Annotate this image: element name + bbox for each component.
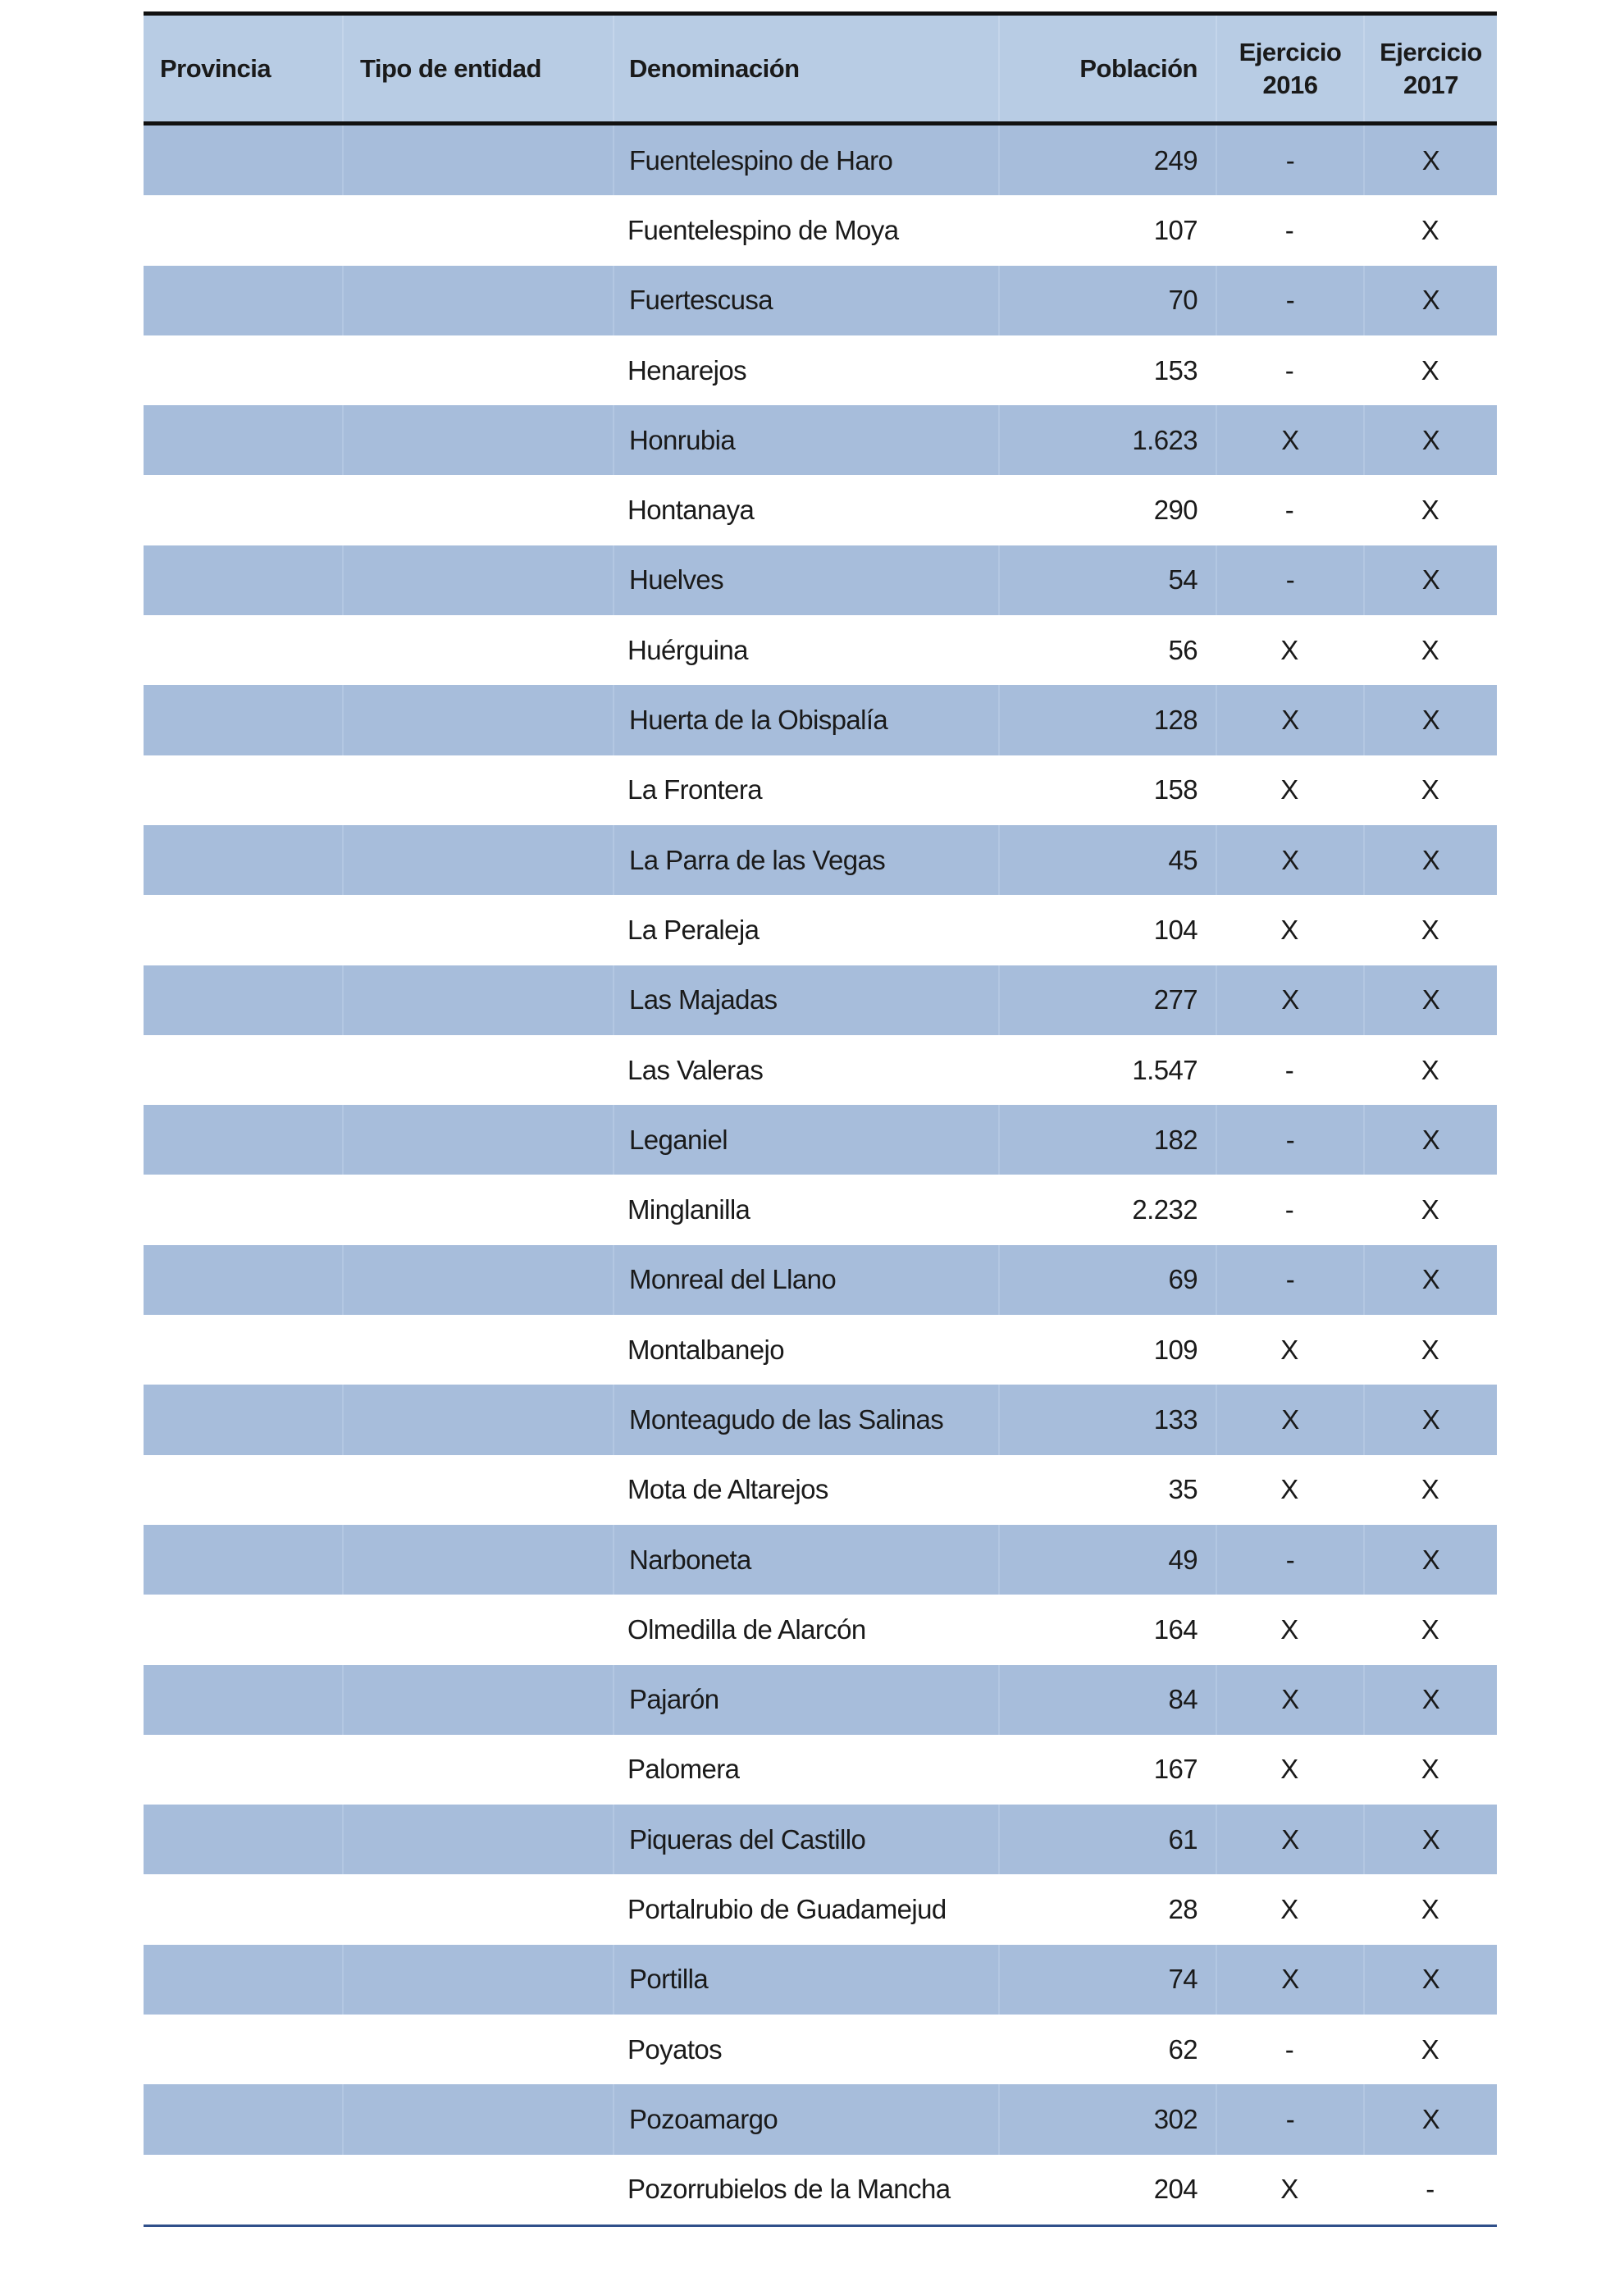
cell-poblacion: 49 — [998, 1525, 1216, 1595]
cell-denominacion: Narboneta — [613, 1525, 998, 1595]
cell-poblacion: 164 — [1153, 1613, 1197, 1645]
cell-ejercicio-2016: X — [1216, 685, 1363, 755]
table-row — [144, 1175, 1497, 1244]
cell-tipo-entidad — [342, 1735, 613, 1805]
cell-denominacion: Portilla — [613, 1945, 998, 2015]
cell-poblacion: 290 — [1153, 495, 1197, 526]
cell-denominacion: Piqueras del Castillo — [613, 1805, 998, 1874]
cell-poblacion: 153 — [1153, 354, 1197, 386]
table-row — [144, 1874, 1497, 1944]
cell-ejercicio-2016: X — [1216, 1945, 1363, 2015]
table-row — [144, 615, 1497, 685]
cell-ejercicio-2016: - — [1284, 354, 1294, 386]
cell-provincia — [144, 2155, 342, 2225]
cell-ejercicio-2016: X — [1280, 914, 1298, 945]
cell-provincia — [144, 965, 342, 1035]
cell-denominacion: Leganiel — [613, 1105, 998, 1175]
cell-denominacion: Mota de Altarejos — [627, 1474, 828, 1505]
cell-provincia — [144, 1595, 342, 1664]
table-row — [144, 825, 1497, 895]
table-row — [144, 2015, 1497, 2084]
header-ejercicio-2017-line2: 2017 — [1403, 70, 1458, 99]
cell-denominacion: Portalrubio de Guadamejud — [627, 1894, 947, 1925]
cell-poblacion: 204 — [1153, 2174, 1197, 2205]
cell-poblacion: 107 — [1153, 214, 1197, 245]
cell-provincia — [144, 1455, 342, 1525]
cell-provincia — [144, 1245, 342, 1315]
table-row — [144, 1455, 1497, 1525]
cell-ejercicio-2016: X — [1216, 825, 1363, 895]
cell-denominacion: Monreal del Llano — [613, 1245, 998, 1315]
cell-tipo-entidad — [342, 685, 613, 755]
cell-poblacion: 249 — [998, 125, 1216, 195]
header-ejercicio-2017 — [1363, 16, 1497, 121]
cell-poblacion: 62 — [1168, 2033, 1197, 2065]
cell-denominacion: La Peraleja — [627, 914, 760, 945]
cell-ejercicio-2016: X — [1280, 1894, 1298, 1925]
cell-denominacion: Olmedilla de Alarcón — [627, 1613, 866, 1645]
cell-poblacion: 70 — [998, 266, 1216, 335]
cell-ejercicio-2017: - — [1426, 2174, 1435, 2205]
table-row — [144, 266, 1497, 335]
cell-poblacion: 158 — [1153, 774, 1197, 805]
cell-ejercicio-2017: X — [1363, 266, 1497, 335]
cell-tipo-entidad — [342, 2084, 613, 2154]
cell-poblacion: 133 — [998, 1385, 1216, 1454]
cell-poblacion: 45 — [998, 825, 1216, 895]
cell-ejercicio-2016: X — [1216, 1385, 1363, 1454]
cell-poblacion: 1.623 — [998, 405, 1216, 475]
cell-tipo-entidad — [342, 1665, 613, 1735]
table-row — [144, 1735, 1497, 1805]
cell-tipo-entidad — [342, 335, 613, 405]
cell-ejercicio-2016: - — [1216, 266, 1363, 335]
cell-ejercicio-2017: X — [1363, 545, 1497, 615]
cell-denominacion: Huelves — [613, 545, 998, 615]
cell-ejercicio-2016: - — [1216, 125, 1363, 195]
cell-tipo-entidad — [342, 125, 613, 195]
cell-ejercicio-2016: - — [1216, 1525, 1363, 1595]
table-row — [144, 2084, 1497, 2154]
cell-poblacion: 2.232 — [1132, 1194, 1197, 1225]
cell-provincia — [144, 1525, 342, 1595]
cell-tipo-entidad — [342, 1105, 613, 1175]
cell-ejercicio-2017: X — [1421, 1334, 1439, 1365]
cell-ejercicio-2017: X — [1363, 1525, 1497, 1595]
table-row — [144, 475, 1497, 545]
cell-ejercicio-2016: X — [1280, 1613, 1298, 1645]
cell-ejercicio-2016: X — [1280, 634, 1298, 665]
table-row — [144, 895, 1497, 965]
table-row — [144, 1805, 1497, 1874]
cell-tipo-entidad — [342, 1385, 613, 1454]
cell-tipo-entidad — [342, 1805, 613, 1874]
cell-ejercicio-2017: X — [1363, 2084, 1497, 2154]
cell-provincia — [144, 266, 342, 335]
header-ejercicio-2016-line1: Ejercicio — [1239, 37, 1342, 66]
cell-provincia — [144, 1805, 342, 1874]
cell-poblacion: 104 — [1153, 914, 1197, 945]
header-ejercicio-2016 — [1216, 16, 1363, 121]
cell-poblacion: 277 — [998, 965, 1216, 1035]
cell-provincia — [144, 475, 342, 545]
header-poblacion: Población — [998, 16, 1216, 121]
cell-denominacion: Henarejos — [627, 354, 747, 386]
table-row — [144, 125, 1497, 195]
cell-ejercicio-2016: - — [1216, 545, 1363, 615]
cell-provincia — [144, 1945, 342, 2015]
cell-denominacion: Fuertescusa — [613, 266, 998, 335]
cell-provincia — [144, 1105, 342, 1175]
cell-ejercicio-2016: - — [1284, 1194, 1294, 1225]
cell-denominacion: Fuentelespino de Haro — [613, 125, 998, 195]
cell-poblacion: 28 — [1168, 1894, 1197, 1925]
cell-provincia — [144, 825, 342, 895]
cell-denominacion: Minglanilla — [627, 1194, 750, 1225]
cell-provincia — [144, 125, 342, 195]
cell-tipo-entidad — [342, 1035, 613, 1105]
cell-ejercicio-2016: X — [1280, 2174, 1298, 2205]
cell-poblacion: 109 — [1153, 1334, 1197, 1365]
cell-tipo-entidad — [342, 825, 613, 895]
cell-ejercicio-2017: X — [1421, 774, 1439, 805]
cell-provincia — [144, 2084, 342, 2154]
cell-tipo-entidad — [342, 1315, 613, 1385]
table-row — [144, 1315, 1497, 1385]
cell-ejercicio-2016: X — [1280, 1754, 1298, 1785]
cell-poblacion: 84 — [998, 1665, 1216, 1735]
cell-poblacion: 61 — [998, 1805, 1216, 1874]
cell-provincia — [144, 2015, 342, 2084]
table-row — [144, 1245, 1497, 1315]
cell-tipo-entidad — [342, 1245, 613, 1315]
cell-ejercicio-2017: X — [1363, 405, 1497, 475]
table-header-row — [144, 16, 1497, 125]
cell-ejercicio-2017: X — [1363, 125, 1497, 195]
cell-tipo-entidad — [342, 405, 613, 475]
cell-provincia — [144, 1874, 342, 1944]
cell-ejercicio-2017: X — [1363, 965, 1497, 1035]
cell-ejercicio-2017: X — [1421, 1474, 1439, 1505]
cell-ejercicio-2017: X — [1421, 634, 1439, 665]
cell-ejercicio-2016: - — [1216, 1245, 1363, 1315]
cell-tipo-entidad — [342, 1175, 613, 1244]
cell-poblacion: 69 — [998, 1245, 1216, 1315]
cell-poblacion: 74 — [998, 1945, 1216, 2015]
table-row — [144, 545, 1497, 615]
cell-provincia — [144, 1035, 342, 1105]
cell-tipo-entidad — [342, 615, 613, 685]
cell-tipo-entidad — [342, 195, 613, 265]
cell-ejercicio-2016: - — [1216, 1105, 1363, 1175]
cell-ejercicio-2017: X — [1363, 825, 1497, 895]
table-row — [144, 1945, 1497, 2015]
cell-denominacion: Palomera — [627, 1754, 740, 1785]
cell-provincia — [144, 405, 342, 475]
cell-ejercicio-2016: - — [1284, 214, 1294, 245]
cell-poblacion: 54 — [998, 545, 1216, 615]
cell-tipo-entidad — [342, 755, 613, 825]
header-ejercicio-2016-line2: 2016 — [1262, 70, 1318, 99]
header-denominacion: Denominación — [613, 16, 998, 121]
header-provincia: Provincia — [160, 53, 271, 83]
cell-tipo-entidad — [342, 1945, 613, 2015]
cell-provincia — [144, 195, 342, 265]
cell-poblacion: 167 — [1153, 1754, 1197, 1785]
table-row — [144, 1525, 1497, 1595]
cell-provincia — [144, 755, 342, 825]
table-row — [144, 195, 1497, 265]
table-row — [144, 1105, 1497, 1175]
cell-ejercicio-2016: - — [1216, 2084, 1363, 2154]
cell-ejercicio-2016: - — [1284, 1054, 1294, 1085]
cell-provincia — [144, 335, 342, 405]
cell-ejercicio-2017: X — [1421, 495, 1439, 526]
cell-denominacion: Huérguina — [627, 634, 748, 665]
cell-tipo-entidad — [342, 1874, 613, 1944]
cell-ejercicio-2016: X — [1280, 1474, 1298, 1505]
cell-tipo-entidad — [342, 2015, 613, 2084]
cell-denominacion: Las Majadas — [613, 965, 998, 1035]
cell-provincia — [144, 895, 342, 965]
cell-ejercicio-2017: X — [1421, 1054, 1439, 1085]
cell-poblacion: 35 — [1168, 1474, 1197, 1505]
cell-tipo-entidad — [342, 1525, 613, 1595]
cell-denominacion: Pozorrubielos de la Mancha — [627, 2174, 951, 2205]
cell-denominacion: Montalbanejo — [627, 1334, 784, 1365]
cell-denominacion: La Frontera — [627, 774, 762, 805]
table-row — [144, 755, 1497, 825]
cell-ejercicio-2017: X — [1421, 1613, 1439, 1645]
cell-tipo-entidad — [342, 545, 613, 615]
cell-provincia — [144, 545, 342, 615]
cell-ejercicio-2017: X — [1421, 914, 1439, 945]
cell-tipo-entidad — [342, 965, 613, 1035]
cell-ejercicio-2017: X — [1421, 2033, 1439, 2065]
table-body — [144, 125, 1497, 2225]
cell-provincia — [144, 1665, 342, 1735]
header-tipo-entidad: Tipo de entidad — [342, 16, 613, 121]
cell-denominacion: Huerta de la Obispalía — [613, 685, 998, 755]
cell-ejercicio-2017: X — [1421, 1754, 1439, 1785]
cell-ejercicio-2016: - — [1284, 2033, 1294, 2065]
cell-tipo-entidad — [342, 1595, 613, 1664]
cell-denominacion: Honrubia — [613, 405, 998, 475]
cell-ejercicio-2016: X — [1216, 405, 1363, 475]
cell-poblacion: 302 — [998, 2084, 1216, 2154]
table-row — [144, 1595, 1497, 1664]
cell-ejercicio-2017: X — [1363, 1805, 1497, 1874]
cell-provincia — [144, 1315, 342, 1385]
cell-tipo-entidad — [342, 2155, 613, 2225]
table-row — [144, 1035, 1497, 1105]
table-row — [144, 405, 1497, 475]
cell-tipo-entidad — [342, 266, 613, 335]
cell-ejercicio-2017: X — [1421, 1194, 1439, 1225]
cell-poblacion: 128 — [998, 685, 1216, 755]
cell-denominacion: Fuentelespino de Moya — [627, 214, 899, 245]
cell-provincia — [144, 685, 342, 755]
header-ejercicio-2017-line1: Ejercicio — [1380, 37, 1482, 66]
cell-provincia — [144, 1735, 342, 1805]
cell-ejercicio-2016: - — [1284, 495, 1294, 526]
cell-ejercicio-2017: X — [1363, 1665, 1497, 1735]
cell-denominacion: Pajarón — [613, 1665, 998, 1735]
cell-tipo-entidad — [342, 895, 613, 965]
table-row — [144, 1385, 1497, 1454]
cell-ejercicio-2017: X — [1363, 685, 1497, 755]
cell-denominacion: Pozoamargo — [613, 2084, 998, 2154]
cell-ejercicio-2017: X — [1363, 1945, 1497, 2015]
cell-denominacion: Monteagudo de las Salinas — [613, 1385, 998, 1454]
cell-ejercicio-2016: X — [1216, 1805, 1363, 1874]
table-row — [144, 1665, 1497, 1735]
table-row — [144, 2155, 1497, 2225]
cell-ejercicio-2017: X — [1363, 1385, 1497, 1454]
cell-ejercicio-2016: X — [1216, 1665, 1363, 1735]
cell-provincia — [144, 1175, 342, 1244]
cell-poblacion: 182 — [998, 1105, 1216, 1175]
table-row — [144, 685, 1497, 755]
cell-ejercicio-2017: X — [1421, 214, 1439, 245]
cell-provincia — [144, 615, 342, 685]
table-row — [144, 965, 1497, 1035]
table-row — [144, 335, 1497, 405]
cell-ejercicio-2016: X — [1280, 1334, 1298, 1365]
table-bottom-rule — [144, 2225, 1497, 2227]
cell-denominacion: Poyatos — [627, 2033, 723, 2065]
cell-tipo-entidad — [342, 1455, 613, 1525]
cell-ejercicio-2017: X — [1421, 1894, 1439, 1925]
cell-ejercicio-2017: X — [1421, 354, 1439, 386]
cell-poblacion: 1.547 — [1132, 1054, 1197, 1085]
cell-ejercicio-2016: X — [1216, 965, 1363, 1035]
cell-ejercicio-2016: X — [1280, 774, 1298, 805]
cell-provincia — [144, 1385, 342, 1454]
cell-denominacion: Hontanaya — [627, 495, 755, 526]
cell-denominacion: La Parra de las Vegas — [613, 825, 998, 895]
cell-poblacion: 56 — [1168, 634, 1197, 665]
cell-denominacion: Las Valeras — [627, 1054, 764, 1085]
entities-table — [144, 11, 1497, 2227]
cell-tipo-entidad — [342, 475, 613, 545]
cell-ejercicio-2017: X — [1363, 1105, 1497, 1175]
cell-ejercicio-2017: X — [1363, 1245, 1497, 1315]
